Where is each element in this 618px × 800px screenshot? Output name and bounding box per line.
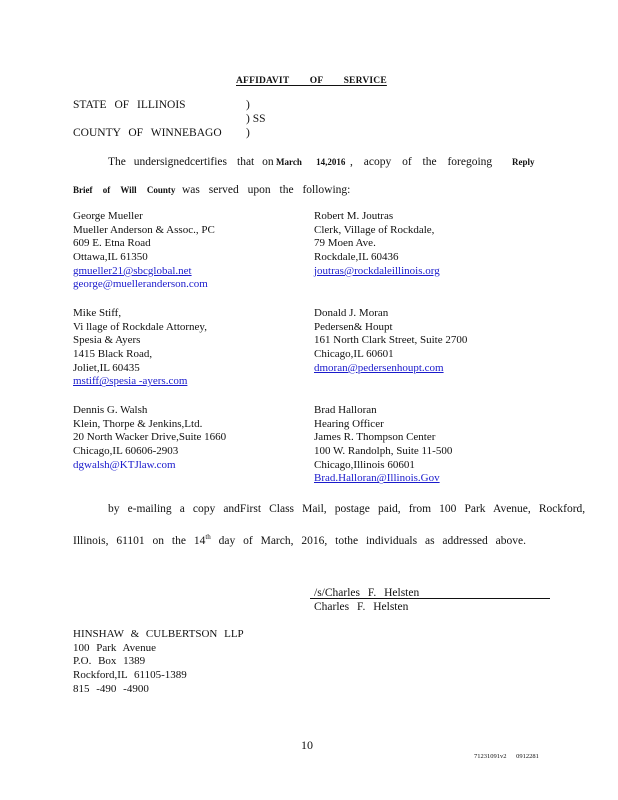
intro-certifies: The undersignedcertifies	[108, 156, 227, 168]
signer-name: Charles F. Helsten	[314, 601, 409, 613]
signature-line	[310, 598, 550, 599]
page-number: 10	[301, 738, 313, 752]
ordinal-suffix: th	[205, 533, 211, 541]
recipient-name: Donald J. Moran	[314, 307, 389, 319]
recipient-city: Rockdale,IL 60436	[314, 251, 399, 264]
recipient-halloran	[314, 404, 452, 486]
recipient-firm-2: Spesia & Ayers	[73, 334, 141, 347]
firm-block	[73, 628, 244, 696]
recipient-joutras	[314, 210, 440, 278]
service-line-1: by e-mailing a copy andFirst Class Mail, postage paid, from 100 Park Avenue, Rockford,	[108, 503, 586, 515]
service-text-a: Illinois, 61101 on the 14	[73, 534, 206, 547]
recipient-address: 79 Moen Ave.	[314, 237, 376, 250]
caption-paren-3: )	[246, 127, 250, 139]
recipient-firm: Klein, Thorpe & Jenkins,Ltd.	[73, 417, 203, 430]
recipient-stiff	[73, 307, 207, 389]
recipient-address: 161 North Clark Street, Suite 2700	[314, 334, 468, 347]
email-link[interactable]: mstiff@spesia -ayers.com	[73, 375, 188, 388]
firm-phone: 815 -490 -4900	[73, 682, 149, 695]
document-title: AFFIDAVIT OF SERVICE	[236, 76, 387, 86]
caption-paren-ss: ) SS	[246, 113, 266, 125]
recipient-city: Joliet,IL 60435	[73, 361, 140, 374]
recipient-address-2: 100 W. Randolph, Suite 11-500	[314, 445, 453, 458]
intro-reply: Reply	[512, 157, 535, 167]
electronic-signature: /s/Charles F. Helsten	[314, 587, 420, 599]
recipient-city: Chicago,Illinois 60601	[314, 458, 415, 471]
service-text-b: day of March, 2016, tothe individuals as addressed above.	[210, 534, 526, 547]
caption-county: COUNTY OF WINNEBAGO	[73, 127, 222, 139]
recipient-city: Chicago,IL 60601	[314, 348, 394, 361]
document-id: 71231091v2 0912281	[474, 753, 539, 760]
recipient-firm: Pedersen& Houpt	[314, 320, 393, 333]
caption-paren-1: )	[246, 99, 250, 111]
recipient-name: Brad Halloran	[314, 404, 377, 416]
recipient-name: Dennis G. Walsh	[73, 404, 148, 416]
intro-that-on: that on	[237, 156, 274, 168]
intro-served: was served upon the following:	[182, 184, 351, 196]
recipient-address: James R. Thompson Center	[314, 431, 436, 444]
firm-po-box: P.O. Box 1389	[73, 655, 146, 668]
recipient-name: George Mueller	[73, 210, 143, 222]
service-line-2	[73, 530, 526, 548]
email-link[interactable]: george@muelleranderson.com	[73, 278, 208, 291]
recipient-firm: Vi llage of Rockdale Attorney,	[73, 320, 207, 333]
firm-address: 100 Park Avenue	[73, 641, 156, 654]
email-link[interactable]: dmoran@pedersenhoupt.com	[314, 361, 444, 374]
email-link[interactable]: Brad.Halloran@Illinois.Gov	[314, 472, 440, 485]
recipient-mueller	[73, 210, 215, 292]
recipient-title: Hearing Officer	[314, 417, 384, 430]
firm-name: HINSHAW & CULBERTSON LLP	[73, 628, 244, 640]
email-link[interactable]: gmueller21@sbcglobal.net	[73, 264, 192, 277]
recipient-firm: Mueller Anderson & Assoc., PC	[73, 223, 215, 236]
intro-brief: Brief of Will County	[73, 185, 176, 195]
service-date: March 14,2016	[276, 157, 346, 167]
recipient-walsh	[73, 404, 226, 472]
email-link[interactable]: joutras@rockdaleillinois.org	[314, 264, 440, 277]
recipient-city: Chicago,IL 60606-2903	[73, 445, 179, 458]
recipient-address: 20 North Wacker Drive,Suite 1660	[73, 431, 227, 444]
email-link[interactable]: dgwalsh@KTJlaw.com	[73, 458, 176, 471]
firm-city: Rockford,IL 61105-1389	[73, 669, 187, 682]
intro-copy-of: , acopy of the foregoing	[350, 156, 493, 168]
recipient-firm: Clerk, Village of Rockdale,	[314, 223, 435, 236]
recipient-address: 1415 Black Road,	[73, 348, 153, 361]
recipient-address: 609 E. Etna Road	[73, 237, 151, 250]
recipient-city: Ottawa,IL 61350	[73, 251, 148, 264]
caption-state: STATE OF ILLINOIS	[73, 99, 186, 111]
recipient-name: Robert M. Joutras	[314, 210, 394, 222]
recipient-moran	[314, 307, 467, 375]
recipient-name: Mike Stiff,	[73, 307, 122, 319]
